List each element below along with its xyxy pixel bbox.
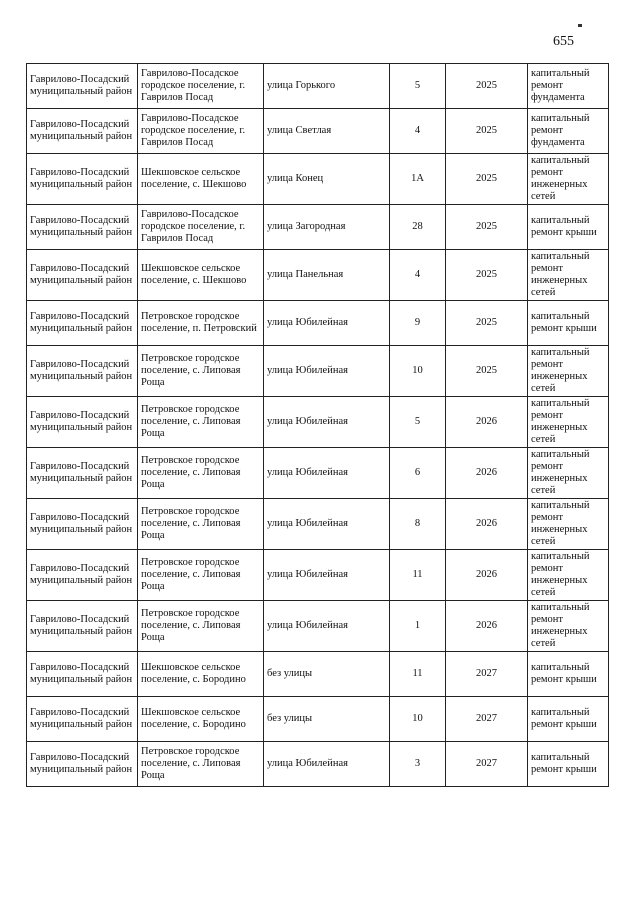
house-number-cell: 10 <box>390 697 446 742</box>
house-number-cell: 11 <box>390 550 446 601</box>
street-cell: улица Юбилейная <box>264 550 390 601</box>
year-cell: 2027 <box>446 697 528 742</box>
work-type-cell: капитальный ремонт инженерных сетей <box>528 550 609 601</box>
work-type-cell: капитальный ремонт фундамента <box>528 109 609 154</box>
street-cell: без улицы <box>264 652 390 697</box>
house-number-cell: 5 <box>390 64 446 109</box>
table-row <box>27 346 609 397</box>
house-number-cell: 4 <box>390 250 446 301</box>
work-type-cell: капитальный ремонт крыши <box>528 652 609 697</box>
district-cell: Гаврилово-Посадский муниципальный район <box>27 301 138 346</box>
settlement-cell: Петровское городское поселение, с. Липовая Роща <box>138 397 264 448</box>
table-row <box>27 550 609 601</box>
work-type-cell: капитальный ремонт инженерных сетей <box>528 499 609 550</box>
settlement-cell: Петровское городское поселение, с. Липовая Роща <box>138 742 264 787</box>
street-cell: улица Загородная <box>264 205 390 250</box>
table-row <box>27 64 609 109</box>
table-row <box>27 742 609 787</box>
house-number-cell: 1А <box>390 154 446 205</box>
work-type-cell: капитальный ремонт инженерных сетей <box>528 154 609 205</box>
house-number-cell: 6 <box>390 448 446 499</box>
district-cell: Гаврилово-Посадский муниципальный район <box>27 205 138 250</box>
work-type-cell: капитальный ремонт крыши <box>528 205 609 250</box>
district-cell: Гаврилово-Посадский муниципальный район <box>27 448 138 499</box>
street-cell: улица Юбилейная <box>264 301 390 346</box>
district-cell: Гаврилово-Посадский муниципальный район <box>27 550 138 601</box>
table-row <box>27 499 609 550</box>
street-cell: улица Юбилейная <box>264 499 390 550</box>
house-number-cell: 1 <box>390 601 446 652</box>
table-row <box>27 109 609 154</box>
year-cell: 2025 <box>446 346 528 397</box>
street-cell: улица Панельная <box>264 250 390 301</box>
work-type-cell: капитальный ремонт инженерных сетей <box>528 448 609 499</box>
table-body <box>27 64 609 787</box>
street-cell: улица Юбилейная <box>264 601 390 652</box>
settlement-cell: Гаврилово-Посадское городское поселение, г. Гаврилов Посад <box>138 64 264 109</box>
settlement-cell: Гаврилово-Посадское городское поселение, г. Гаврилов Посад <box>138 109 264 154</box>
district-cell: Гаврилово-Посадский муниципальный район <box>27 742 138 787</box>
district-cell: Гаврилово-Посадский муниципальный район <box>27 397 138 448</box>
settlement-cell: Петровское городское поселение, с. Липовая Роща <box>138 499 264 550</box>
year-cell: 2026 <box>446 448 528 499</box>
repair-schedule-table <box>26 63 609 787</box>
work-type-cell: капитальный ремонт крыши <box>528 697 609 742</box>
table-row <box>27 205 609 250</box>
settlement-cell: Петровское городское поселение, с. Липовая Роща <box>138 346 264 397</box>
work-type-cell: капитальный ремонт крыши <box>528 742 609 787</box>
district-cell: Гаврилово-Посадский муниципальный район <box>27 109 138 154</box>
district-cell: Гаврилово-Посадский муниципальный район <box>27 154 138 205</box>
settlement-cell: Шекшовское сельское поселение, с. Бородино <box>138 697 264 742</box>
page-number: 655 <box>553 34 574 49</box>
year-cell: 2025 <box>446 109 528 154</box>
street-cell: без улицы <box>264 697 390 742</box>
year-cell: 2027 <box>446 742 528 787</box>
house-number-cell: 28 <box>390 205 446 250</box>
district-cell: Гаврилово-Посадский муниципальный район <box>27 652 138 697</box>
house-number-cell: 10 <box>390 346 446 397</box>
street-cell: улица Горького <box>264 64 390 109</box>
year-cell: 2027 <box>446 652 528 697</box>
street-cell: улица Светлая <box>264 109 390 154</box>
table-row <box>27 301 609 346</box>
work-type-cell: капитальный ремонт инженерных сетей <box>528 601 609 652</box>
year-cell: 2025 <box>446 205 528 250</box>
settlement-cell: Петровское городское поселение, с. Липовая Роща <box>138 550 264 601</box>
table-row <box>27 652 609 697</box>
district-cell: Гаврилово-Посадский муниципальный район <box>27 64 138 109</box>
settlement-cell: Петровское городское поселение, с. Липовая Роща <box>138 448 264 499</box>
district-cell: Гаврилово-Посадский муниципальный район <box>27 346 138 397</box>
work-type-cell: капитальный ремонт крыши <box>528 301 609 346</box>
table-row <box>27 397 609 448</box>
district-cell: Гаврилово-Посадский муниципальный район <box>27 697 138 742</box>
settlement-cell: Шекшовское сельское поселение, с. Бородино <box>138 652 264 697</box>
year-cell: 2025 <box>446 301 528 346</box>
work-type-cell: капитальный ремонт инженерных сетей <box>528 250 609 301</box>
house-number-cell: 9 <box>390 301 446 346</box>
year-cell: 2025 <box>446 250 528 301</box>
settlement-cell: Шекшовское сельское поселение, с. Шекшово <box>138 154 264 205</box>
table-row <box>27 154 609 205</box>
year-cell: 2026 <box>446 397 528 448</box>
table-row <box>27 448 609 499</box>
district-cell: Гаврилово-Посадский муниципальный район <box>27 601 138 652</box>
street-cell: улица Конец <box>264 154 390 205</box>
street-cell: улица Юбилейная <box>264 397 390 448</box>
table-row <box>27 601 609 652</box>
year-cell: 2026 <box>446 601 528 652</box>
settlement-cell: Шекшовское сельское поселение, с. Шекшово <box>138 250 264 301</box>
work-type-cell: капитальный ремонт инженерных сетей <box>528 397 609 448</box>
settlement-cell: Петровское городское поселение, п. Петровский <box>138 301 264 346</box>
street-cell: улица Юбилейная <box>264 448 390 499</box>
street-cell: улица Юбилейная <box>264 742 390 787</box>
work-type-cell: капитальный ремонт фундамента <box>528 64 609 109</box>
work-type-cell: капитальный ремонт инженерных сетей <box>528 346 609 397</box>
table-row <box>27 697 609 742</box>
house-number-cell: 4 <box>390 109 446 154</box>
year-cell: 2026 <box>446 499 528 550</box>
district-cell: Гаврилово-Посадский муниципальный район <box>27 499 138 550</box>
house-number-cell: 3 <box>390 742 446 787</box>
year-cell: 2026 <box>446 550 528 601</box>
settlement-cell: Петровское городское поселение, с. Липовая Роща <box>138 601 264 652</box>
table-row <box>27 250 609 301</box>
settlement-cell: Гаврилово-Посадское городское поселение, г. Гаврилов Посад <box>138 205 264 250</box>
house-number-cell: 8 <box>390 499 446 550</box>
year-cell: 2025 <box>446 154 528 205</box>
house-number-cell: 5 <box>390 397 446 448</box>
house-number-cell: 11 <box>390 652 446 697</box>
district-cell: Гаврилово-Посадский муниципальный район <box>27 250 138 301</box>
year-cell: 2025 <box>446 64 528 109</box>
street-cell: улица Юбилейная <box>264 346 390 397</box>
scan-mark <box>578 24 582 27</box>
